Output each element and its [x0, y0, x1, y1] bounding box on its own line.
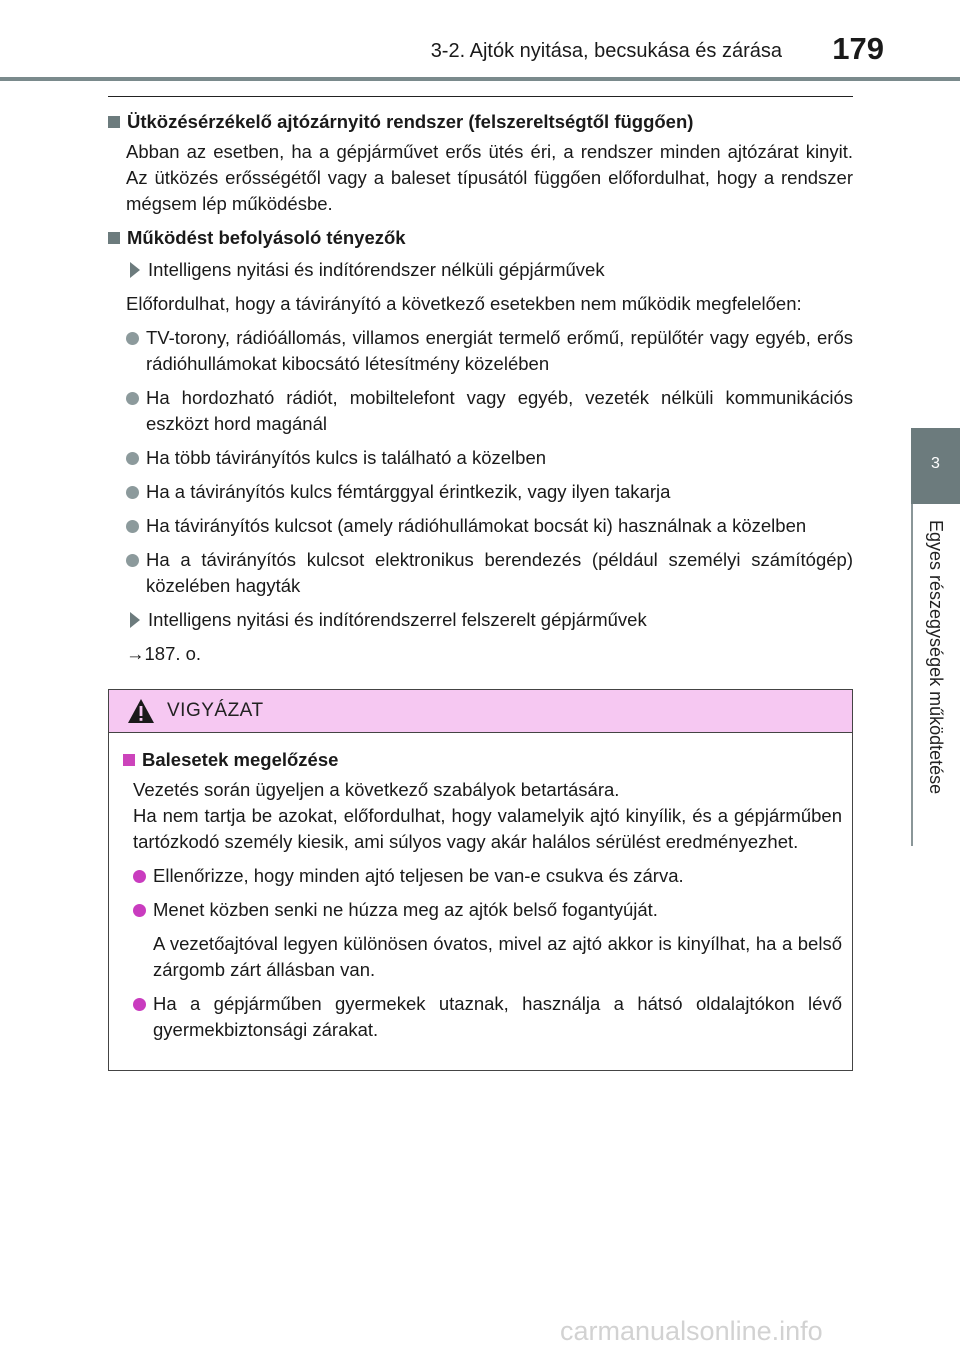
warning-list-item [133, 897, 842, 923]
list-item [126, 385, 853, 437]
warning-note: A vezetőajtóval legyen különösen óvatos, mivel az ajtó akkor is kinyílhat, ha a belső zárgomb zárt állásban van. [153, 933, 842, 980]
warning-label: VIGYÁZAT [167, 700, 264, 721]
warning-header [109, 690, 852, 733]
warning-box [108, 689, 853, 1071]
circle-bullet-icon [126, 452, 139, 465]
triangle-arrow-icon [130, 612, 140, 628]
list-item [126, 547, 853, 599]
warning-heading-text: Balesetek megelőzése [142, 749, 339, 770]
circle-bullet-icon [126, 392, 139, 405]
subheading-no-smart-entry [126, 257, 853, 283]
warning-body [109, 733, 852, 1043]
list-item-text: Ha hordozható rádiót, mobiltelefont vagy egyéb, vezeték nélküli kommunikációs eszközt hord magánál [146, 387, 853, 434]
chapter-tab-number: 3 [911, 428, 960, 504]
list-item-text: Ha távirányítós kulcsot (amely rádióhullámokat bocsát ki) használnak a közelben [146, 515, 807, 536]
list-item [126, 445, 853, 471]
content-top-rule [108, 96, 853, 97]
warning-list-item-text: Ha a gépjárműben gyermekek utaznak, használja a hátsó oldalajtókon lévő gyermekbiztonsági zárakat. [153, 993, 842, 1040]
warning-list-item-text: Menet közben senki ne húzza meg az ajtók belső fogantyúját. [153, 899, 658, 920]
warning-list-item [133, 863, 842, 889]
circle-bullet-icon [126, 332, 139, 345]
circle-bullet-icon [126, 520, 139, 533]
subheading-no-smart-entry-text: Intelligens nyitási és indítórendszer nélküli gépjárművek [148, 259, 605, 280]
warning-triangle-icon [127, 698, 155, 724]
warning-line-2: Ha nem tartja be azokat, előfordulhat, hogy valamelyik ajtó kinyílik, és a gépjárműben tartózkodó személy kiesik, ami súlyos vagy akár halálos sérülést eredményezhet. [133, 805, 842, 852]
section-heading-1-text: Ütközésérzékelő ajtózárnyitó rendszer (felszereltségtől függően) [127, 111, 694, 132]
warning-list-item [133, 991, 842, 1043]
circle-bullet-icon [133, 998, 146, 1011]
page-number: 179 [832, 31, 884, 66]
main-content [108, 96, 853, 667]
circle-bullet-icon [126, 486, 139, 499]
list-item-text: Ha több távirányítós kulcs is található a közelben [146, 447, 547, 468]
section-heading-1 [108, 109, 853, 135]
subheading-smart-entry [126, 607, 853, 633]
chapter-side-label: Egyes részegységek működtetése [926, 520, 946, 795]
list-item [126, 513, 853, 539]
square-bullet-icon [108, 232, 120, 244]
list-item [126, 325, 853, 377]
list-item-text: Ha a távirányítós kulcsot elektronikus berendezés (például személyi számítógép) közelében hagyták [146, 549, 853, 596]
circle-bullet-icon [133, 870, 146, 883]
square-bullet-icon [108, 116, 120, 128]
section-heading-2 [108, 225, 853, 251]
warning-heading [123, 747, 842, 773]
section-heading-2-text: Működést befolyásoló tényezők [127, 227, 406, 248]
list-item-text: TV-torony, rádióállomás, villamos energiát termelő erőmű, repülőtér vagy egyéb, erős rádióhullámokat kibocsátó létesítmény közelében [146, 327, 853, 374]
section-2-intro: Előfordulhat, hogy a távirányító a következő esetekben nem működik megfelelően: [126, 293, 802, 314]
warning-list-item-text: Ellenőrizze, hogy minden ajtó teljesen be van-e csukva és zárva. [153, 865, 684, 886]
list-item-text: Ha a távirányítós kulcs fémtárggyal érintkezik, vagy ilyen takarja [146, 481, 671, 502]
header-rule [0, 77, 960, 81]
warning-line-1: Vezetés során ügyeljen a következő szabályok betartására. [133, 779, 620, 800]
circle-bullet-icon [126, 554, 139, 567]
header-title: 3-2. Ajtók nyitása, becsukása és zárása [430, 40, 782, 62]
page-reference: →187. o. [126, 643, 202, 664]
subheading-smart-entry-text: Intelligens nyitási és indítórendszerrel felszerelt gépjárművek [148, 609, 647, 630]
watermark: carmanualsonline.info [560, 1316, 823, 1346]
section-1-text: Abban az esetben, ha a gépjárművet erős ütés éri, a rendszer minden ajtózárat kinyit. Az ütközés erősségétől vagy a baleset típusától függően előfordulhat, hogy a rendszer mégsem lép működésbe. [126, 141, 853, 214]
list-item [126, 479, 853, 505]
triangle-arrow-icon [130, 262, 140, 278]
circle-bullet-icon [133, 904, 146, 917]
square-bullet-icon [123, 754, 135, 766]
